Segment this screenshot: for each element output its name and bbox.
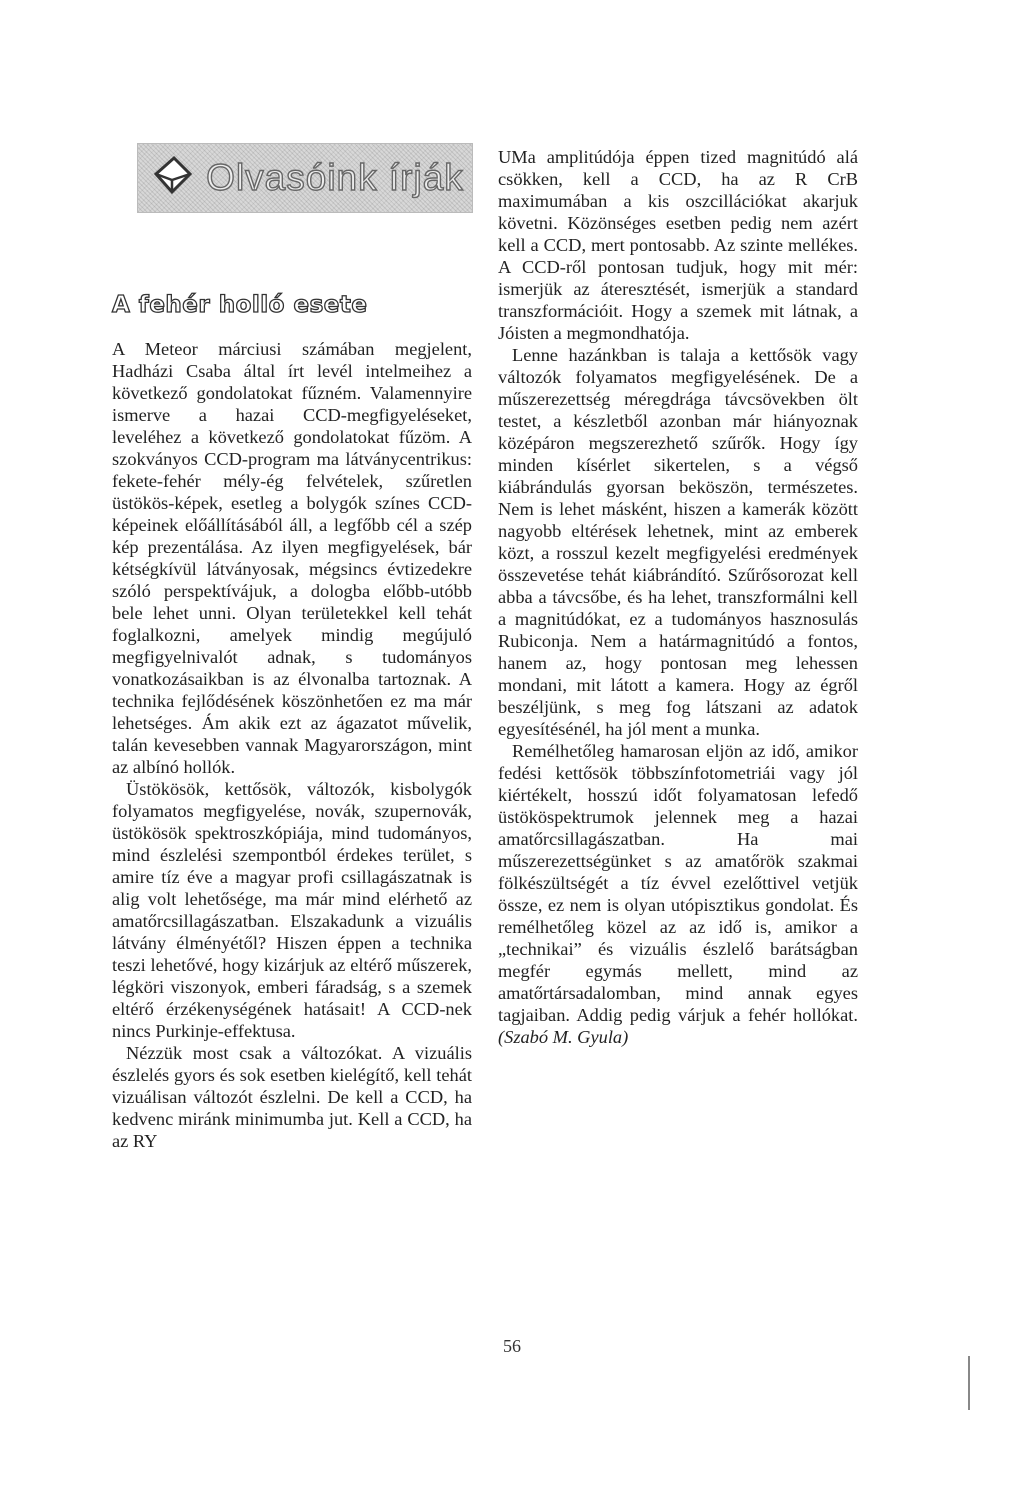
paragraph: UMa amplitúdója éppen tized magnitúdó alá csökken, kell a CCD, ha az R CrB maximumában a kis oszcillációkat akarjuk követni. Közönséges esetben pedig nem azért kell a CCD, mert pontosabb. Az szinte mellékes. A CCD-ről pontosan tudjuk, hogy mit mér: ismerjük az áteresztését, ismerjük a standard transzformációit. Hogy a szemek mit látnak, a Jóisten a megmondhatója. bbox=[498, 147, 858, 343]
telescope-icon bbox=[148, 152, 196, 200]
paragraph-text: Remélhetőleg hamarosan eljön az idő, amikor fedési kettősök többszínfotometriái vagy jól kiértékelt, hosszú időt folyamatosan lefedő üstököspektrumok jelennek meg a hazai amatőrcsillagászatban. Ha mai műszerezettségünket s az amatőrök szakmai fölkészültségét a tíz évvel ezelőttivel vetjük össze, ez nem is olyan utópisztikus gondolat. És remélhetőleg közel az az idő is, amikor a „technikai” és vizuális észlelő barátságban megfér egymás mellett, mind az amatőrtársadalomban, mind annak egyes tagjaiban. Addig pedig várjuk a fehér hollókat. bbox=[498, 741, 858, 1025]
right-column bbox=[498, 146, 858, 1048]
paragraph: Lenne hazánkban is talaja a kettősök vagy változók folyamatos megfigyelésének. De a műszerezettség méregdrága távcsövekben ölt testet, a készletből azonban már hiányoznak középáron megszerezhető szűrők. Hogy így minden kísérlet sikertelen, s a végső kiábrándulás gyorsan beköszön, természetes. Nem is lehet másként, hiszen a kamerák között nagyobb eltérések lehetnek, mint az emberek közt, a rosszul kezelt megfigyelési eredmények összevetése tehát kiábrándító. Szűrősorozat kell abba a távcsőbe, és ha lehet, transzformálni kell a magnitúdókat, ez a tudományos hasznosulás Rubiconja. Nem a határmagnitúdó a fontos, hanem az, hogy pontosan meg lehessen mondani, mit látott a kamera. Hogy az égről beszéljünk, s meg fog látszani az adatok egyesítésénél, ha jól ment a munka. bbox=[498, 345, 858, 739]
left-column bbox=[112, 338, 472, 1152]
section-banner bbox=[137, 143, 473, 213]
scan-edge-mark bbox=[968, 1356, 970, 1410]
paragraph bbox=[498, 740, 858, 1048]
paragraph: Üstökösök, kettősök, változók, kisbolygók folyamatos megfigyelése, novák, szupernovák, üstökösök spektroszkópiája, mind tudományos, mind észlelési szempontból érdekes terület, s amire tíz éve a magyar profi csillagászatnak is alig volt lehetősége, ma már mind elérhető az amatőrcsillagászatban. Elszakadunk a vizuális látvány élményétől? Hiszen éppen a technika teszi lehetővé, hogy kizárjuk az eltérő műszerek, légköri viszonyok, emberi fáradság, s a szemek eltérő érzékenységének hatásait! A CCD-nek nincs Purkinje-effektusa. bbox=[112, 779, 472, 1041]
article-title: A fehér holló esete bbox=[112, 292, 368, 318]
paragraph: A Meteor márciusi számában megjelent, Hadházi Csaba által írt levél intelmeihez a következő gondolatokat fűzném. Valamennyire ismerve a hazai CCD-megfigyeléseket, leveléhez a következő gondolatokat fűzöm. A szokványos CCD-program ma látványcentrikus: fekete-fehér mély-ég felvételek, szűretlen üstökös-képek, esetleg a bolygók színes CCD-képeinek előállításából áll, a legfőbb cél a szép kép prezentálása. Az ilyen megfigyelések, bár kétségkívül látványosak, mégsincs évtizedekre szóló perspektívájuk, a dologba előbb-utóbb bele lehet unni. Olyan területekkel kell tehát foglalkozni, amelyek mindig megújuló megfigyelnivalót adnak, s tudományos vonatkozásaikban is az élvonalba tartoznak. A technika fejlődésének köszönhetően ez ma már lehetséges. Ám akik ezt az ágazatot művelik, talán kevesebben vannak Magyarországon, mint az albínó hollók. bbox=[112, 339, 472, 777]
paragraph: Nézzük most csak a változókat. A vizuális észlelés gyors és sok esetben kielégítő, kell tehát vizuálisan változót észlelni. De kell a CCD, ha kedvenc miránk minimumba jut. Kell a CCD, ha az RY bbox=[112, 1043, 472, 1151]
page-number: 56 bbox=[503, 1336, 521, 1356]
author-signature: (Szabó M. Gyula) bbox=[498, 1027, 629, 1047]
section-title: Olvasóink írják bbox=[206, 157, 464, 198]
